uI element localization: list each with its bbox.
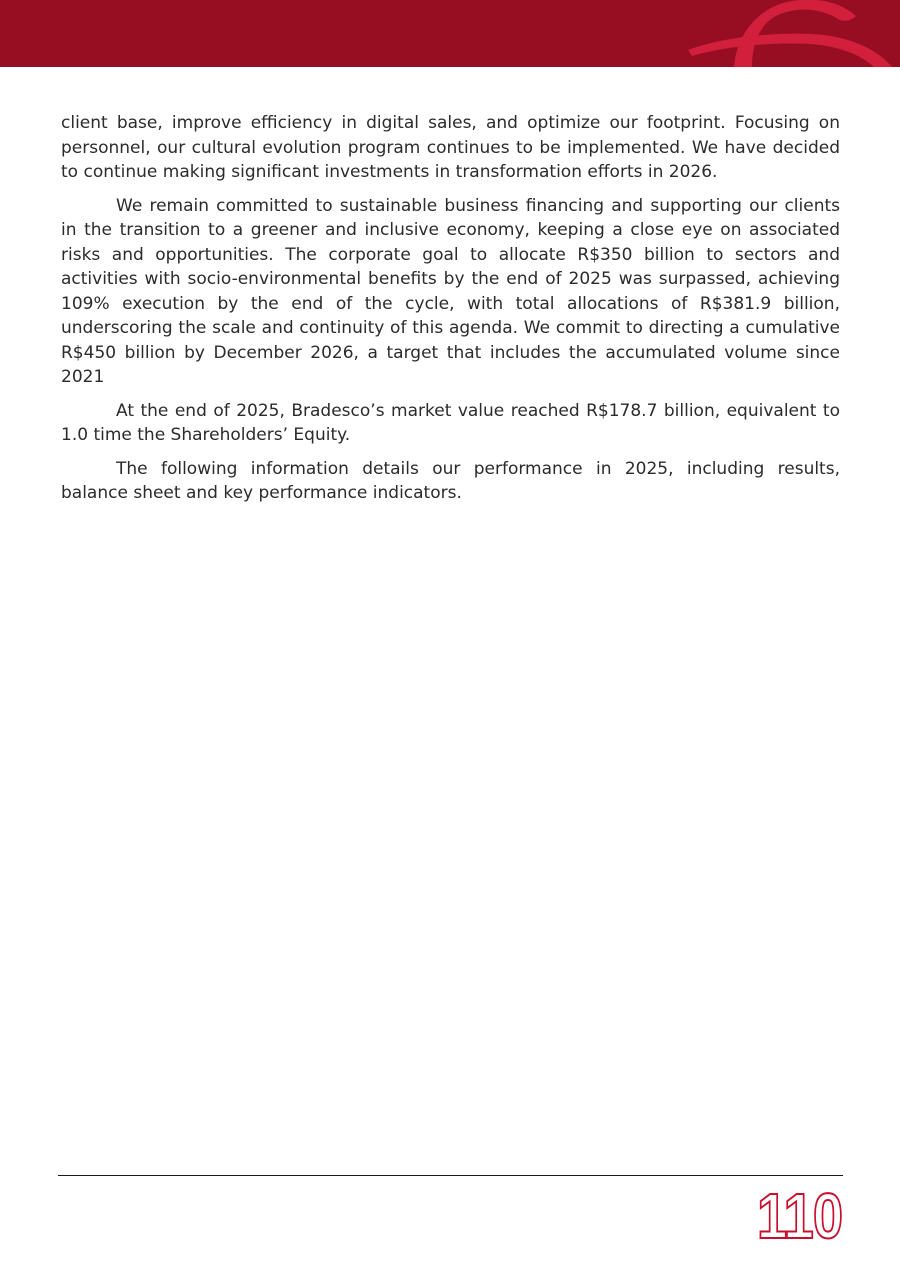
paragraph-continuation: client base, improve efficiency in digital sales, and optimize our footprint. Focusing on personnel, our cultural evolution program continues to be implemented. We have decided to continue making significant investments in transformation efforts in 2026. bbox=[61, 113, 840, 182]
page-number: 110 bbox=[756, 1180, 842, 1252]
paragraph-performance-intro: The following information details our performance in 2025, including results, balance sheet and key performance indicators. bbox=[61, 458, 840, 503]
footer-divider bbox=[58, 1175, 843, 1176]
header-band bbox=[0, 0, 900, 67]
bradesco-logo-icon bbox=[0, 0, 900, 67]
paragraph-market-value: At the end of 2025, Bradesco’s market value reached R$178.7 billion, equivalent to 1.0 time the Shareholders’ Equity. bbox=[61, 400, 840, 445]
body-text bbox=[61, 111, 840, 515]
paragraph-sustainable-financing: We remain committed to sustainable business financing and supporting our clients in the transition to a greener and inclusive economy, keeping a close eye on associated risks and opportunities. The corporate goal to allocate R$350 billion to sectors and activities with socio-environmental benefits by the end of 2025 was surpassed, achieving 109% execution by the end of the cycle, with total allocations of R$381.9 billion, underscoring the scale and continuity of this agenda. We commit to directing a cumulative R$450 billion by December 2026, a target that includes the accumulated volume since 2021 bbox=[61, 195, 840, 387]
